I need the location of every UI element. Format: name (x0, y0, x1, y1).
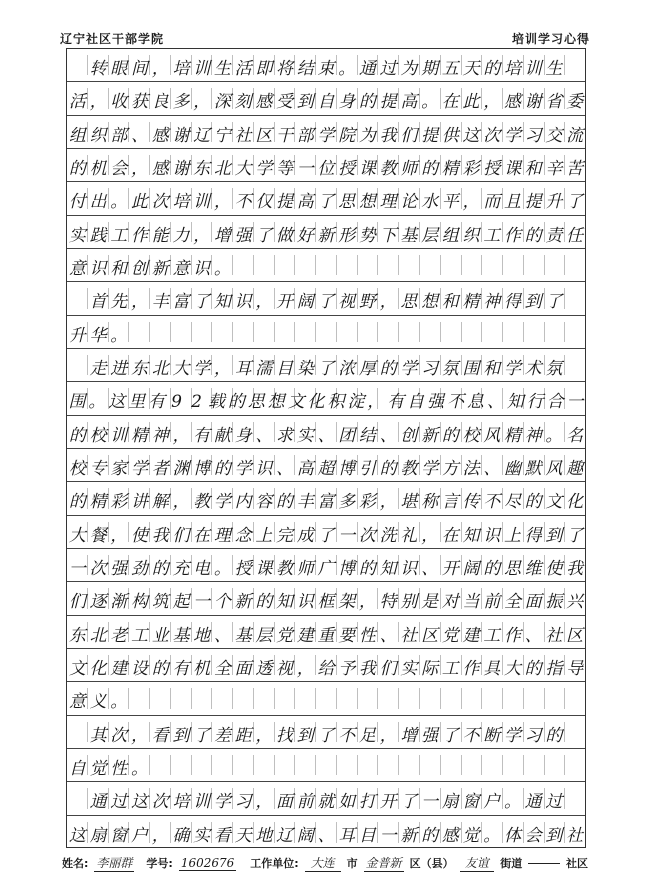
handwritten-line: 的 精 彩 讲 解 ， 教 学 内 容 的 丰 富 多 彩 ， 堪 称 言 传 不 尽 的 文 化 (68, 492, 584, 513)
handwritten-line: 升 华 。 (68, 325, 128, 346)
grid-row (67, 616, 585, 649)
handwritten-line: 们 逐 渐 构 筑 起 一 个 新 的 知 识 框 架 ， 特 别 是 对 当 前 全 面 振 兴 (68, 592, 584, 613)
grid-row (67, 816, 585, 848)
work-label: 工作单位: (250, 857, 299, 870)
grid-row (67, 382, 585, 415)
handwritten-line: 围 。 这 里 有 9 2 载 的 思 想 文 化 积 淀 ， 有 自 强 不 息 、 知 行 合 一 (68, 392, 584, 413)
grid-row (67, 516, 585, 549)
handwritten-line: 一 次 强 劲 的 充 电 。 授 课 教 师 广 博 的 知 识 、 开 阔 的 思 维 使 我 (68, 559, 584, 579)
grid-row (67, 749, 585, 782)
grid-row (67, 782, 585, 815)
name-label: 姓名: (62, 857, 89, 870)
grid-row (67, 282, 585, 315)
grid-row (67, 416, 585, 449)
district-label: 区（县） (409, 857, 454, 870)
district-value: 金普新 (365, 856, 402, 870)
id-label: 学号: (146, 857, 173, 870)
city-value: 大连 (305, 854, 341, 872)
handwritten-line: 文 化 建 设 的 有 机 全 面 透 视 ， 给 予 我 们 实 际 工 作 具 大 的 指 导 (68, 659, 584, 679)
grid-row (67, 49, 585, 82)
handwritten-line: 意 义 。 (68, 692, 128, 713)
grid-row (67, 349, 585, 382)
grid-row (67, 549, 585, 582)
street-label: 街道 (500, 857, 523, 870)
handwritten-line: 通 过 这 次 培 训 学 习 ， 面 前 就 如 打 开 了 一 扇 窗 户 。 通 过 (89, 792, 563, 813)
grid-row (67, 149, 585, 182)
community-value (528, 863, 560, 864)
handwritten-line: 组 织 部 、 感 谢 辽 宁 社 区 干 部 学 院 为 我 们 提 供 这 次 学 习 交 流 (68, 125, 584, 146)
name-value: 李丽群 (96, 856, 133, 870)
handwritten-line: 意 识 和 创 新 意 识 。 (68, 259, 231, 279)
footer-info (62, 852, 588, 874)
handwritten-line: 转 眼 间 ， 培 训 生 活 即 将 结 束 。 通 过 为 期 五 天 的 培 训 生 (89, 59, 563, 79)
grid-row (67, 449, 585, 482)
grid-row (67, 682, 585, 715)
handwritten-line: 这 扇 窗 户 ， 确 实 看 天 地 辽 阔 、 耳 目 一 新 的 感 觉 。 体 会 到 社 (68, 825, 584, 846)
handwritten-line: 自 觉 性 。 (68, 759, 149, 779)
grid-paper (66, 48, 586, 848)
city-label: 市 (346, 857, 358, 870)
grid-row (67, 716, 585, 749)
grid-row (67, 116, 585, 149)
grid-row (67, 649, 585, 682)
handwritten-line: 实 践 工 作 能 力 ， 增 强 了 做 好 新 形 势 下 基 层 组 织 工 作 的 责 任 (68, 225, 584, 246)
handwritten-line: 大 餐 ， 使 我 们 在 理 念 上 完 成 了 一 次 洗 礼 ， 在 知 识 上 得 到 了 (68, 525, 584, 546)
page-header (60, 28, 590, 48)
handwritten-line: 的 校 训 精 神 ， 有 献 身 、 求 实 、 团 结 、 创 新 的 校 风 精 神 。 名 (68, 425, 584, 446)
handwritten-line: 活 ， 收 获 良 多 ， 深 刻 感 受 到 自 身 的 提 高 。 在 此 ， 感 谢 省 委 (68, 92, 584, 113)
grid-row (67, 249, 585, 282)
handwritten-line: 校 专 家 学 者 渊 博 的 学 识 、 高 超 博 引 的 教 学 方 法 、 幽 默 风 趣 (68, 459, 584, 479)
handwritten-line: 的 机 会 ， 感 谢 东 北 大 学 等 一 位 授 课 教 师 的 精 彩 授 课 和 辛 苦 (68, 159, 584, 179)
grid-row (67, 582, 585, 615)
handwritten-line: 东 北 老 工 业 基 地 、 基 层 党 建 重 要 性 、 社 区 党 建 工 作 、 社 区 (68, 625, 584, 646)
grid-row (67, 316, 585, 349)
handwritten-line: 首 先 ， 丰 富 了 知 识 ， 开 阔 了 视 野 ， 思 想 和 精 神 得 到 了 (89, 292, 563, 313)
grid-row (67, 216, 585, 249)
grid-row (67, 482, 585, 515)
header-doc-title: 培训学习心得 (511, 31, 590, 46)
header-school-name: 辽宁社区干部学院 (60, 31, 165, 46)
grid-row (67, 182, 585, 215)
community-label: 社区 (566, 857, 588, 870)
handwritten-line: 其 次 ， 看 到 了 差 距 ， 找 到 了 不 足 ， 增 强 了 不 断 学 习 的 (89, 725, 563, 746)
handwritten-line: 走 进 东 北 大 学 ， 耳 濡 目 染 了 浓 厚 的 学 习 氛 围 和 学 术 氛 (89, 359, 563, 379)
street-value: 友谊 (460, 854, 495, 872)
handwritten-line: 付 出 。 此 次 培 训 ， 不 仅 提 高 了 思 想 理 论 水 平 ， 而 且 提 升 了 (68, 192, 584, 213)
grid-row (67, 82, 585, 115)
id-value: 1602676 (180, 855, 235, 870)
